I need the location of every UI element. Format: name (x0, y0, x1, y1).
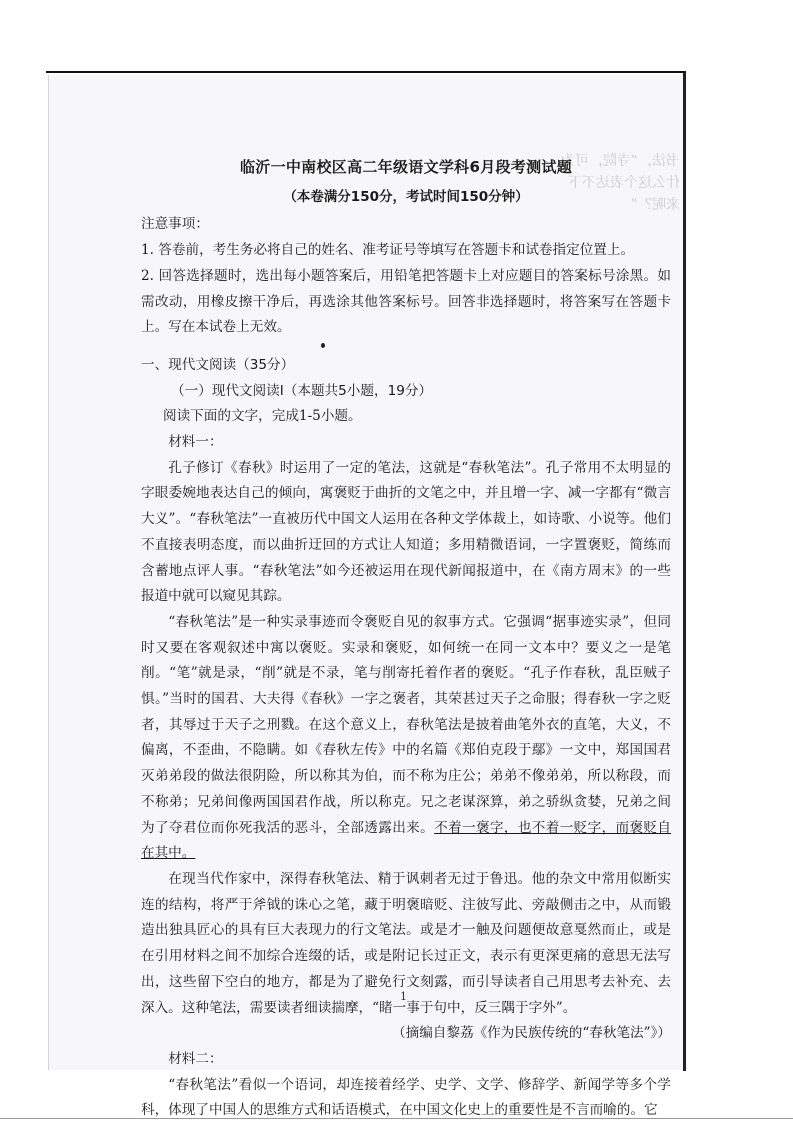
exam-subtitle: （本卷满分150分，考试时间150分钟） (283, 188, 529, 205)
material1-paragraph (141, 610, 671, 867)
section-heading: 一、现代文阅读（35分） (141, 356, 295, 373)
scan-edge (683, 73, 686, 1071)
reading-instruction: 阅读下面的文字，完成1-5小题。 (163, 408, 362, 425)
material2-paragraph: “春秋笔法”看似一个语词，却连接着经学、史学、文学、修辞学、新闻学等多个学科，体现了中国人的思维方式和话语模式，在中国文化史上的重要性是不言而喻的。它 (141, 1076, 671, 1119)
material1-paragraph: 孔子修订《春秋》时运用了一定的笔法，这就是“春秋笔法”。孔子常用不太明显的字眼委婉地表达自己的倾向，寓褒贬于曲折的文笔之中，并且增一字、减一字都有“微言大义”。“春秋笔法”一直被历代中国文人运用在各种文学体裁上，如诗歌、小说等。他们不直接表明态度，而以曲折迂回的方式让人知道；多用精微语词，一字置褒贬，简练而含蓄地点评人事。“春秋笔法”如今还被运用在现代新闻报道中，在《南方周末》的一些报道中就可以窥见其踪。 (141, 459, 671, 605)
page-top-rule (46, 71, 686, 73)
document-body (141, 155, 671, 1124)
notice-item: 2. 回答选择题时，选出每小题答案后，用铅笔把答题卡上对应题目的答案标号涂黑。如需改动，用橡皮擦干净后，再选涂其他答案标号。回答非选择题时，将答案写在答题卡上。写在本试卷上无效。 (141, 267, 671, 336)
exam-title: 临沂一中南校区高二年级语文学科6月段考测试题 (239, 158, 573, 176)
notice-heading: 注意事项： (141, 216, 209, 233)
subsection-heading: （一）现代文阅读Ⅰ（本题共5小题，19分） (171, 382, 433, 399)
notice-item: 1. 答卷前，考生务必将自己的姓名、准考证号等填写在答题卡和试卷指定位置上。 (141, 242, 635, 259)
bleed-through-text: 书法，“寺院，可为什么这个表达不下来呢？” (560, 153, 680, 213)
material-label: 材料一： (168, 434, 223, 451)
material-label: 材料二： (168, 1050, 223, 1067)
source-citation: （摘编自黎荔《作为民族传统的“春秋笔法”》） (392, 1025, 671, 1042)
underlined-sentence: 不着一褒字，也不着一贬字，而褒贬自在其中。 (141, 819, 672, 862)
paragraph-text: “春秋笔法”是一种实录事迹而令褒贬自见的叙事方式。它强调“据事迹实录”，但同时又要在客观叙述中寓以褒贬。实录和褒贬，如何统一在同一文本中？要义之一是笔削。“笔”就是录，“削”就是不录，笔与削寄托着作者的褒贬。“孔子作春秋，乱臣贼子惧。”当时的国君、大夫得《春秋》一字之褒者，其荣甚过天子之命服；得春秋一字之贬者，其辱过于天子之刑戮。在这个意义上，春秋笔法是披着曲笔外衣的直笔，大义，不偏离，不歪曲，不隐瞒。如《春秋左传》中的名篇《郑伯克段于鄢》一文中，郑国国君灭弟弟段的做法很阴险，所以称其为伯，而不称为庄公；弟弟不像弟弟，所以称段，而不称弟；兄弟间像两国国君作战，所以称克。兄之老谋深算，弟之骄纵贪婪，兄弟之间为了夺君位而你死我活的恶斗，全部透露出来。 (141, 613, 671, 836)
material1-paragraph: 在现当代作家中，深得春秋笔法、精于讽刺者无过于鲁迅。他的杂文中常用似断实连的结构，将严于斧钺的诛心之笔，藏于明褒暗贬、注彼写此、旁敲侧击之中，从而锻造出独具匠心的具有巨大表现力的行文笔法。或是才一触及问题便故意戛然而止，或是在引用材料之间不加综合连缀的话，或是附记长过正文，表示有更深更痛的意思无法写出，这些留下空白的地方，都是为了避免行文刻露，而引导读者自己用思考去补充、去深入。这种笔法，需要读者细读揣摩，“睹一事于句中，反三隅于字外”。 (141, 870, 671, 1016)
page-number: 1 (400, 990, 407, 1003)
